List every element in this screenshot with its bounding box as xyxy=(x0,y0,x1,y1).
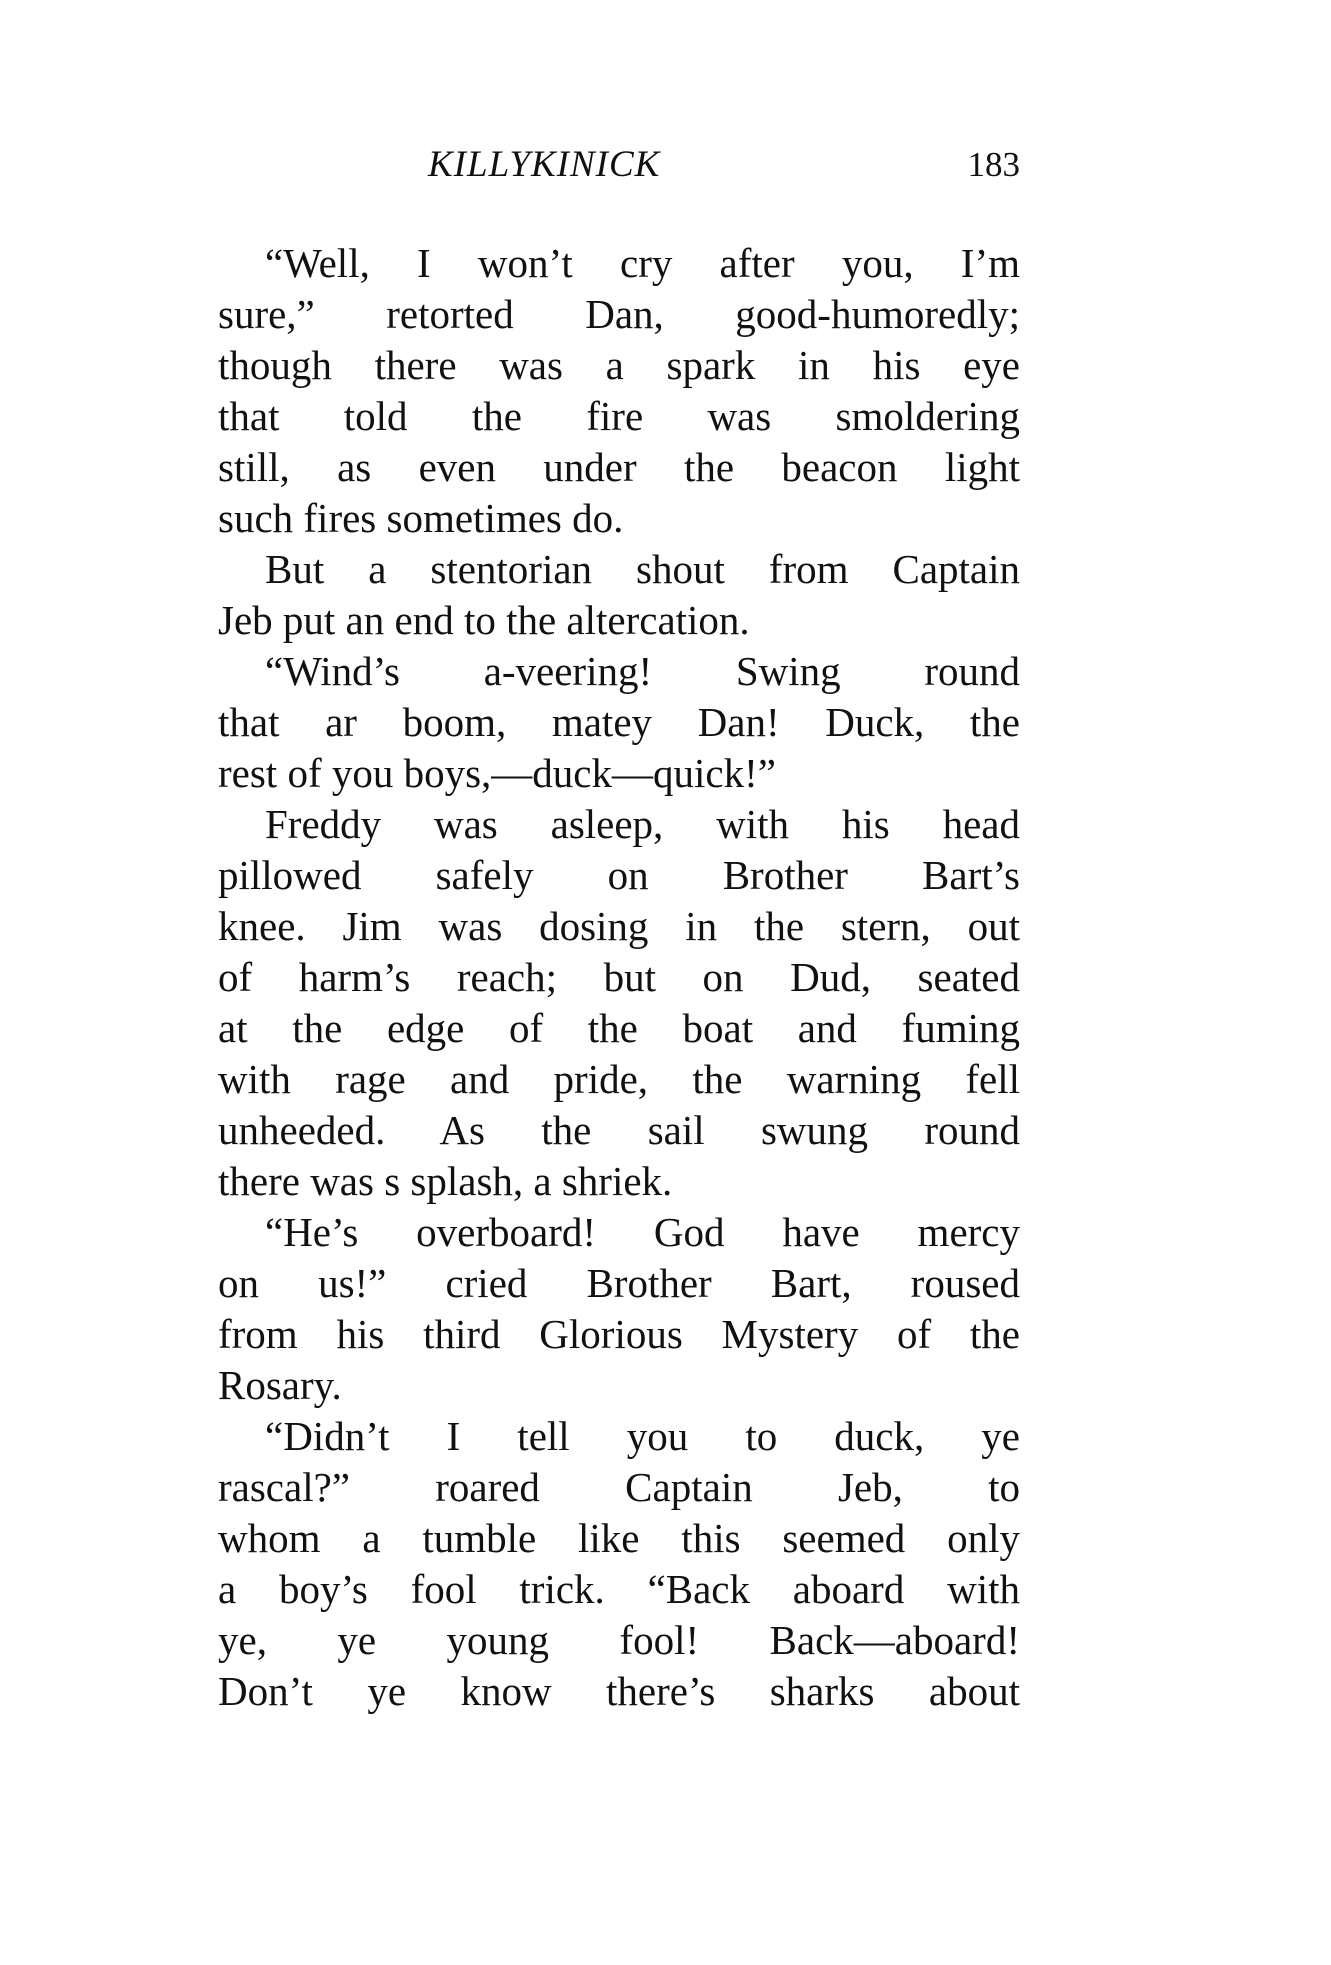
text-line: sure,” retorted Dan, good-humoredly; xyxy=(218,291,1020,337)
text-line: on us!” cried Brother Bart, roused xyxy=(218,1260,1020,1306)
text-line: Rosary. xyxy=(218,1362,342,1408)
text-line: Freddy was asleep, with his head xyxy=(265,801,1020,847)
text-line: “Didn’t I tell you to duck, ye xyxy=(265,1413,1020,1459)
text-line: that told the fire was smoldering xyxy=(218,393,1020,439)
text-line: there was s splash, a shriek. xyxy=(218,1158,673,1204)
text-line: rascal?” roared Captain Jeb, to xyxy=(218,1464,1020,1510)
text-line: rest of you boys,—duck—quick!” xyxy=(218,750,776,796)
running-title: KILLYKINICK xyxy=(428,144,661,185)
page-number: 183 xyxy=(967,145,1020,184)
text-line: such fires sometimes do. xyxy=(218,495,624,541)
text-line: ye, ye young fool! Back—aboard! xyxy=(218,1617,1020,1663)
text-line: Jeb put an end to the altercation. xyxy=(218,597,750,643)
text-line: “Well, I won’t cry after you, I’m xyxy=(265,240,1020,286)
text-line: with rage and pride, the warning fell xyxy=(218,1056,1020,1102)
text-line: pillowed safely on Brother Bart’s xyxy=(218,852,1020,898)
text-line: Don’t ye know there’s sharks about xyxy=(218,1668,1020,1714)
text-line: knee. Jim was dosing in the stern, out xyxy=(218,903,1020,949)
text-line: from his third Glorious Mystery of the xyxy=(218,1311,1020,1357)
text-line: But a stentorian shout from Captain xyxy=(265,546,1020,592)
text-line: though there was a spark in his eye xyxy=(218,342,1020,388)
text-line: at the edge of the boat and fuming xyxy=(218,1005,1020,1051)
running-head xyxy=(218,140,1020,190)
text-line: still, as even under the beacon light xyxy=(218,444,1020,490)
text-line: that ar boom, matey Dan! Duck, the xyxy=(218,699,1020,745)
body-text xyxy=(218,238,1020,1717)
text-line: of harm’s reach; but on Dud, seated xyxy=(218,954,1020,1000)
text-line: whom a tumble like this seemed only xyxy=(218,1515,1020,1561)
text-line: “Wind’s a-veering! Swing round xyxy=(265,648,1020,694)
text-line: “He’s overboard! God have mercy xyxy=(265,1209,1020,1255)
text-line: a boy’s fool trick. “Back aboard with xyxy=(218,1566,1020,1612)
text-line: unheeded. As the sail swung round xyxy=(218,1107,1020,1153)
